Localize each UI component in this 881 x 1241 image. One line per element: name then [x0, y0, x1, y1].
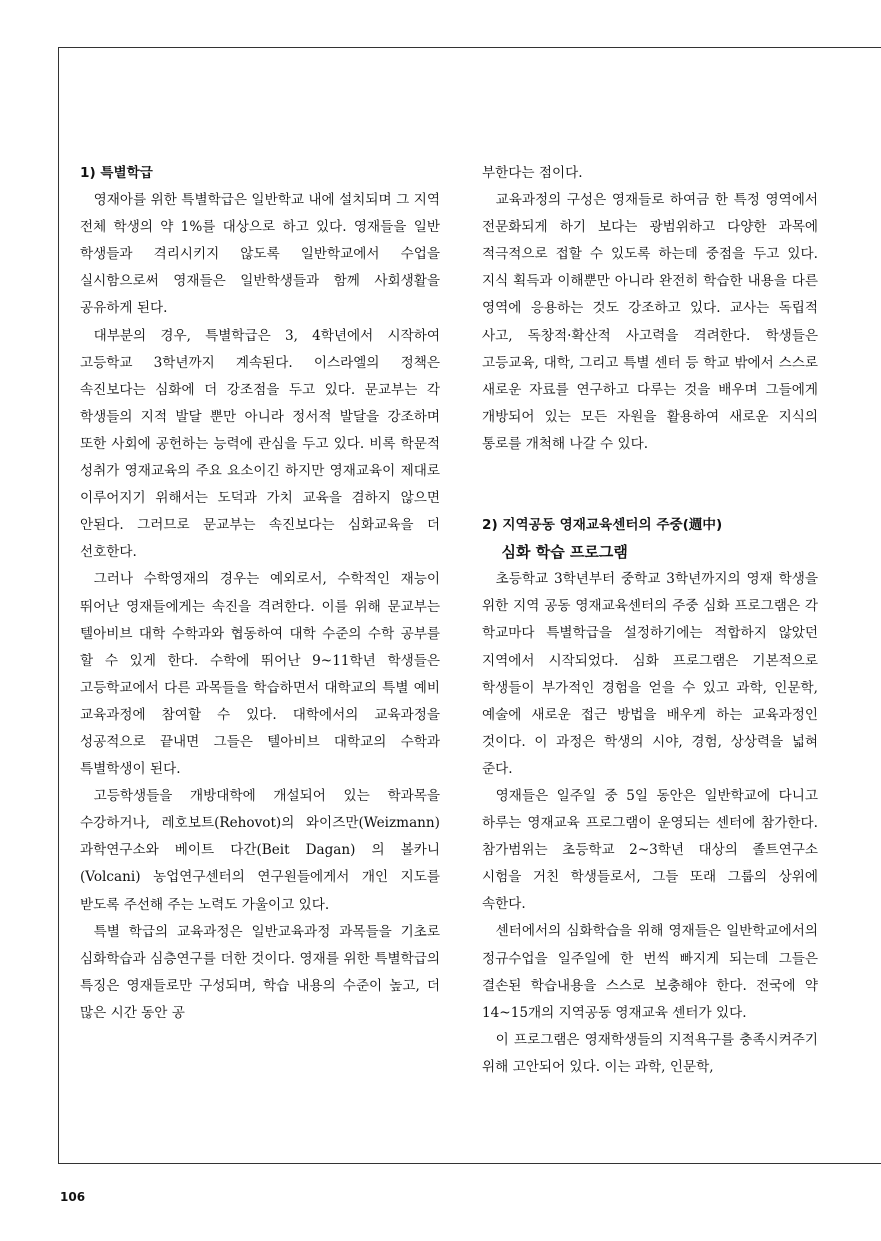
section-heading-special-class: 1) 특별학급 [80, 165, 153, 181]
paragraph: 고등학생들을 개방대학에 개설되어 있는 학과목을 수강하거나, 레호보트(Rehovot)의 와이즈만(Weizmann) 과학연구소와 베이트 다간(Beit Dagan) 의 볼카니(Volcani) 농업연구센터의 연구원들에게서 개인 지도를 받도록 주선해 주는 노력도 가울이고 있다. [80, 788, 440, 913]
paragraph: 초등학교 3학년부터 중학교 3학년까지의 영재 학생을 위한 지역 공동 영재교육센터의 주중 심화 프로그램은 각 학교마다 특별학급을 설정하기에는 적합하지 않았던 지역에서 시작되었다. 심화 프로그램은 기본적으로 학생들이 부가적인 경험을 얻을 수 있고 과학, 인문학, 예술에 새로운 접근 방법을 배우게 하는 교육과정인 것이다. 이 과정은 학생의 시야, 경험, 상상력을 넓혀 준다. [482, 571, 818, 777]
heading-line-2: 심화 학습 프로그램 [501, 543, 628, 562]
paragraph: 센터에서의 심화학습을 위해 영재들은 일반학교에서의 정규수업을 일주일에 한 번씩 빠지게 되는데 그들은 결손된 학습내용을 스스로 보충해야 한다. 전국에 약 14~15개의 지역공동 영재교육 센터가 있다. [482, 923, 818, 1021]
paragraph: 영재들은 일주일 중 5일 동안은 일반학교에 다니고 하루는 영재교육 프로그램이 운영되는 센터에 참가한다. 참가범위는 초등학교 2~3학년 대상의 졸트연구소 시험을 거친 학생들로서, 그들 또래 그룹의 상위에 속한다. [482, 787, 818, 913]
left-column [80, 160, 440, 1027]
paragraph: 교육과정의 구성은 영재들로 하여금 한 특정 영역에서 전문화되게 하기 보다는 광범위하고 다양한 과목에 적극적으로 접할 수 있도록 하는데 중점을 두고 있다. 지식 획득과 이해뿐만 아니라 완전히 학습한 내용을 다른 영역에 응용하는 것도 강조하고 있다. 교사는 독립적 사고, 독창적·확산적 사고력을 격려한다. 학생들은 고등교육, 대학, 그리고 특별 센터 등 학교 밖에서 스스로 새로운 자료를 연구하고 다루는 것을 배우며 그들에게 개방되어 있는 모든 자원을 활용하여 새로운 지식의 통로를 개척해 나갈 수 있다. [482, 192, 818, 452]
paragraph-continuation: 부한다는 점이다. [482, 165, 583, 181]
paragraph: 대부분의 경우, 특별학급은 3, 4학년에서 시작하여 고등학교 3학년까지 계속된다. 이스라엘의 정책은 속진보다는 심화에 더 강조점을 두고 있다. 문교부는 각 학생들의 지적 발달 뿐만 아니라 정서적 발달을 강조하며 또한 사회에 공헌하는 능력에 관심을 두고 있다. 비록 학문적 성취가 영재교육의 주요 요소이긴 하지만 영재교육이 제대로 이루어지기 위해서는 도덕과 가치 교육을 겸하지 않으면 안된다. 그러므로 문교부는 속진보다는 심화교육을 더 선호한다. [80, 327, 440, 561]
right-column [482, 160, 818, 1081]
section-heading-regional-center [482, 512, 818, 566]
paragraph: 특별 학급의 교육과정은 일반교육과정 과목들을 기초로 심화학습과 심층연구를 더한 것이다. 영재를 위한 특별학급의 특징은 영재들로만 구성되며, 학습 내용의 수준이 높고, 더 많은 시간 동안 공 [80, 923, 440, 1021]
paragraph: 이 프로그램은 영재학생들의 지적욕구를 충족시켜주기 위해 고안되어 있다. 이는 과학, 인문학, [482, 1031, 818, 1075]
heading-line-1: 2) 지역공동 영재교육센터의 주중(週中) [482, 517, 723, 534]
page-number: 106 [60, 1190, 86, 1204]
paragraph: 그러나 수학영재의 경우는 예외로서, 수학적인 재능이 뛰어난 영재들에게는 속진을 격려한다. 이를 위해 문교부는 텔아비브 대학 수학과와 협동하여 대학 수준의 수학 공부를 할 수 있게 한다. 수학에 뛰어난 9~11학년 학생들은 고등학교에서 다른 과목들을 학습하면서 대학교의 특별 예비 교육과정에 참여할 수 있다. 대학에서의 교육과정을 성공적으로 끝내면 그들은 텔아비브 대학교의 수학과 특별학생이 된다. [80, 571, 440, 778]
paragraph: 영재아를 위한 특별학급은 일반학교 내에 설치되며 그 지역 전체 학생의 약 1%를 대상으로 하고 있다. 영재들을 일반 학생들과 격리시키지 않도록 일반학교에서 수업을 실시함으로써 영재들은 일반학생들과 함께 사회생활을 공유하게 된다. [80, 192, 440, 317]
